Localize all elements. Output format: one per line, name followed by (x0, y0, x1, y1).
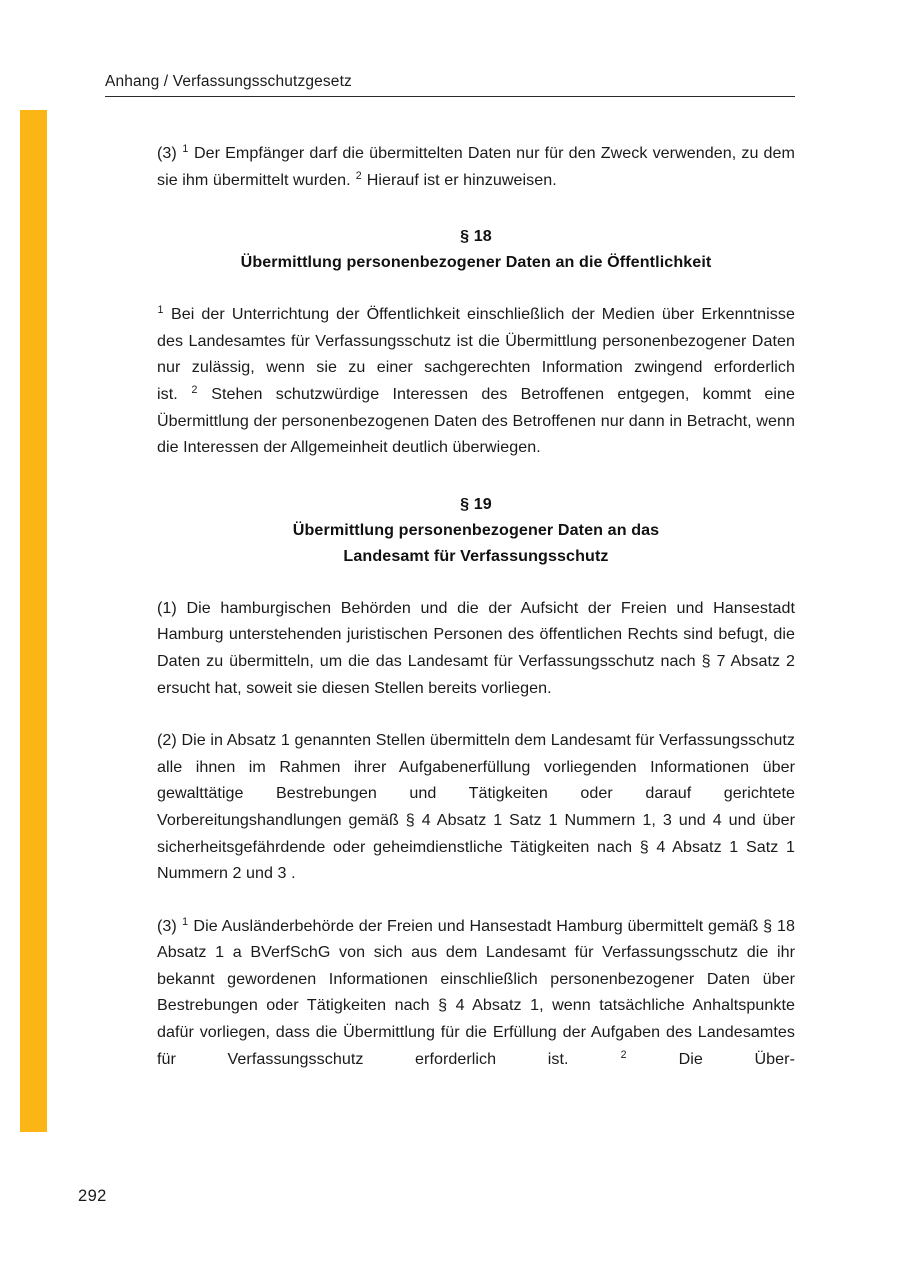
paragraph-label: (3) (157, 144, 177, 162)
paragraph-label: (2) (157, 731, 177, 750)
sentence-1: Die Ausländerbehörde der Freien und Hansestadt Hamburg übermittelt gemäß § 18 Absatz 1 a BVerfSchG von sich aus dem Landesamt für Verfassungsschutz die ihr bekannt gewordenen Informationen einschließlich personenbezogener Daten über Bestrebungen oder Tätigkeiten nach § 4 Absatz 1, wenn tatsächliche Anhaltspunkte dafür vorliegen, dass die Übermittlung für die Erfüllung der Aufgaben des Landesamtes für Verfassungsschutz erforderlich ist. (157, 916, 795, 1068)
sentence-1: Bei der Unterrichtung der Öffentlichkeit einschließlich der Medien über Erkenntnisse des Landesamtes für Verfassungsschutz ist die Übermittlung personenbezogener Daten nur zulässig, wenn sie zu einer sachgerechten Information zwingend erforderlich ist. (157, 305, 795, 403)
paragraph-text: Die hamburgischen Behörden und die der Aufsicht der Freien und Hansestadt Hamburg unterstehenden juristischen Personen des öffentlichen Rechts sind befugt, die Daten zu übermitteln, um die das Landesamt für Verfassungsschutz nach § 7 Absatz 2 ersucht hat, soweit sie diesen Stellen bereits vorliegen. (157, 598, 795, 697)
running-head (105, 72, 795, 97)
paragraph-label: (3) (157, 916, 177, 935)
section-heading-18 (157, 223, 795, 275)
paragraph-17-absatz-3 (157, 140, 795, 193)
paragraph-text: Die in Absatz 1 genannten Stellen übermitteln dem Landesamt für Verfassungsschutz alle ihnen im Rahmen ihrer Aufgabenerfüllung vorliegenden Informationen über gewalttätige Bestrebungen und Tätigkeiten oder darauf gerichtete Vorbereitungshandlungen gemäß § 4 Absatz 1 Satz 1 Nummern 1, 3 und 4 und über sicherheitsgefährdende oder geheimdienstliche Tätigkeiten nach § 4 Absatz 1 Satz 1 Nummern 2 und 3 . (157, 731, 795, 883)
paragraph-19-absatz-3 (157, 913, 795, 1073)
text-column (157, 140, 795, 1072)
paragraph-19-absatz-1 (157, 595, 795, 701)
chapter-thumb-index-tab (20, 110, 47, 1132)
sentence-marker-1: 1 (182, 915, 189, 928)
sentence-2: Stehen schutzwürdige Interessen des Betroffenen entgegen, kommt eine Übermittlung der personenbezogenen Daten des Betroffenen nur dann in Betracht, wenn die Interessen der Allgemeinheit deutlich überwiegen. (157, 384, 795, 457)
sentence-marker-2: 2 (355, 169, 362, 182)
running-head-rule (105, 96, 795, 97)
section-heading-19 (157, 491, 795, 569)
section-title-line-1: Übermittlung personenbezogener Daten an das (292, 520, 660, 539)
sentence-marker-2: 2 (620, 1048, 627, 1061)
paragraph-18-absatz-1 (157, 301, 795, 461)
sentence-marker-1: 1 (157, 304, 164, 317)
page-number: 292 (78, 1187, 107, 1205)
sentence-2-fragment: Die Über- (678, 1049, 795, 1068)
sentence-1: Der Empfänger darf die übermittelten Daten nur für den Zweck verwenden, zu dem sie ihm übermittelt wurden. (157, 144, 795, 189)
section-number: § 19 (460, 494, 492, 513)
sentence-2: Hierauf ist er hinzuweisen. (366, 170, 557, 189)
running-head-text: Anhang / Verfassungsschutzgesetz (105, 73, 352, 90)
section-title-line-2: Landesamt für Verfassungsschutz (343, 546, 609, 565)
sentence-marker-1: 1 (182, 143, 189, 156)
section-number: § 18 (460, 227, 492, 246)
section-title-line: Übermittlung personenbezogener Daten an die Öffentlichkeit (240, 253, 712, 272)
paragraph-label: (1) (157, 598, 177, 617)
sentence-marker-2: 2 (191, 384, 198, 397)
paragraph-19-absatz-2 (157, 727, 795, 887)
